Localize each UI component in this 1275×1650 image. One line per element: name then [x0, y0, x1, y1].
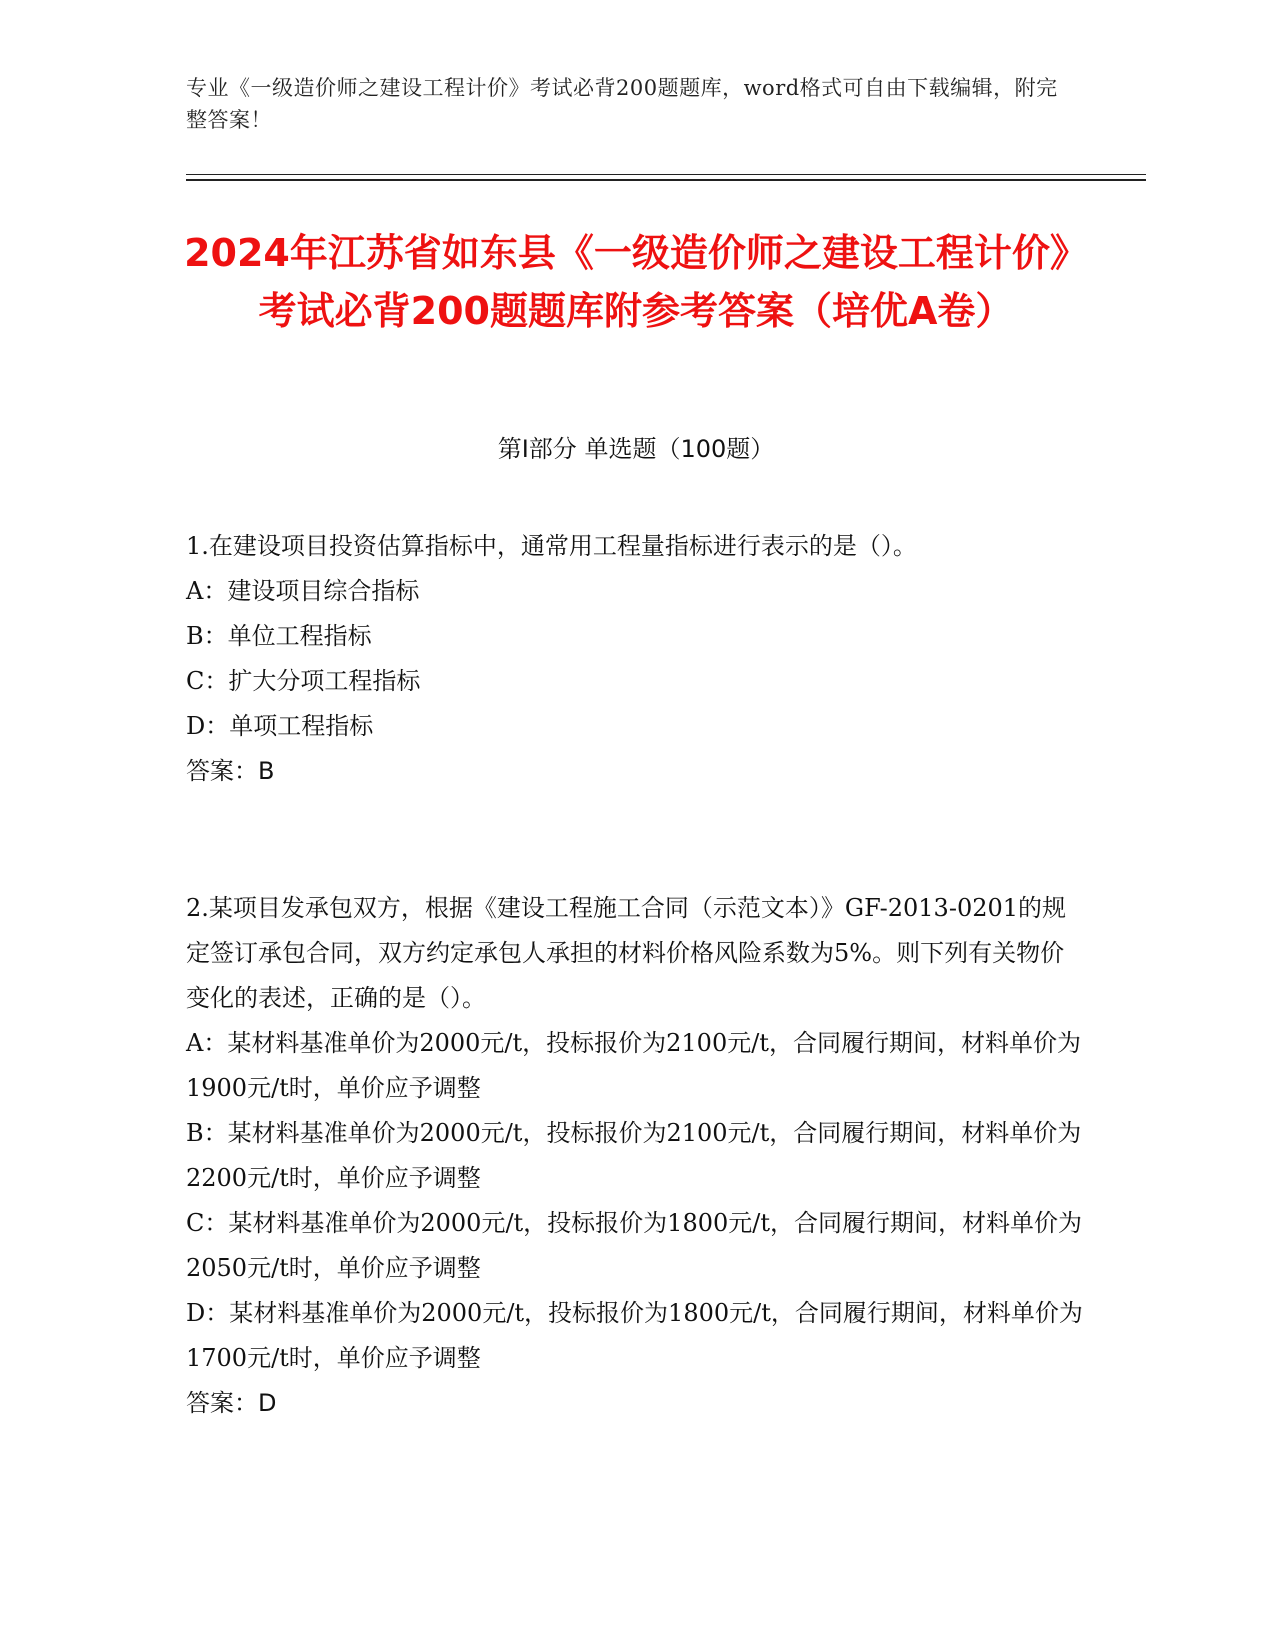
question-option-a: A：某材料基准单价为2000元/t，投标报价为2100元/t，合同履行期间，材料单价为1900元/t时，单价应予调整: [186, 1029, 1081, 1102]
question-answer: 答案：D: [186, 1389, 277, 1417]
question-option-b: B：单位工程指标: [186, 622, 372, 650]
question-option-a: A：建设项目综合指标: [186, 577, 420, 605]
header-divider-thin: [186, 174, 1146, 175]
question-stem: 1.在建设项目投资估算指标中，通常用工程量指标进行表示的是（）。: [186, 532, 917, 560]
question-option-c: C：某材料基准单价为2000元/t，投标报价为1800元/t，合同履行期间，材料单价为2050元/t时，单价应予调整: [186, 1209, 1082, 1282]
header-divider-thick: [186, 179, 1146, 181]
question-2: [186, 886, 1086, 1426]
question-option-b: B：某材料基准单价为2000元/t，投标报价为2100元/t，合同履行期间，材料单价为2200元/t时，单价应予调整: [186, 1119, 1082, 1192]
question-stem: 2.某项目发承包双方，根据《建设工程施工合同（示范文本）》GF-2013-0201的规定签订承包合同，双方约定承包人承担的材料价格风险系数为5%。则下列有关物价变化的表述，正确的是（）。: [186, 894, 1067, 1012]
question-option-c: C：扩大分项工程指标: [186, 667, 421, 695]
question-answer: 答案：B: [186, 757, 275, 785]
question-option-d: D：某材料基准单价为2000元/t，投标报价为1800元/t，合同履行期间，材料单价为1700元/t时，单价应予调整: [186, 1299, 1083, 1372]
header-note: 专业《一级造价师之建设工程计价》考试必背200题题库，word格式可自由下载编辑，附完整答案！: [186, 76, 1058, 132]
document-title: 2024年江苏省如东县《一级造价师之建设工程计价》考试必背200题题库附参考答案（培优A卷）: [184, 231, 1088, 333]
question-1: [186, 524, 1086, 794]
section-title: 第I部分 单选题（100题）: [497, 435, 775, 463]
question-option-d: D：单项工程指标: [186, 712, 374, 740]
